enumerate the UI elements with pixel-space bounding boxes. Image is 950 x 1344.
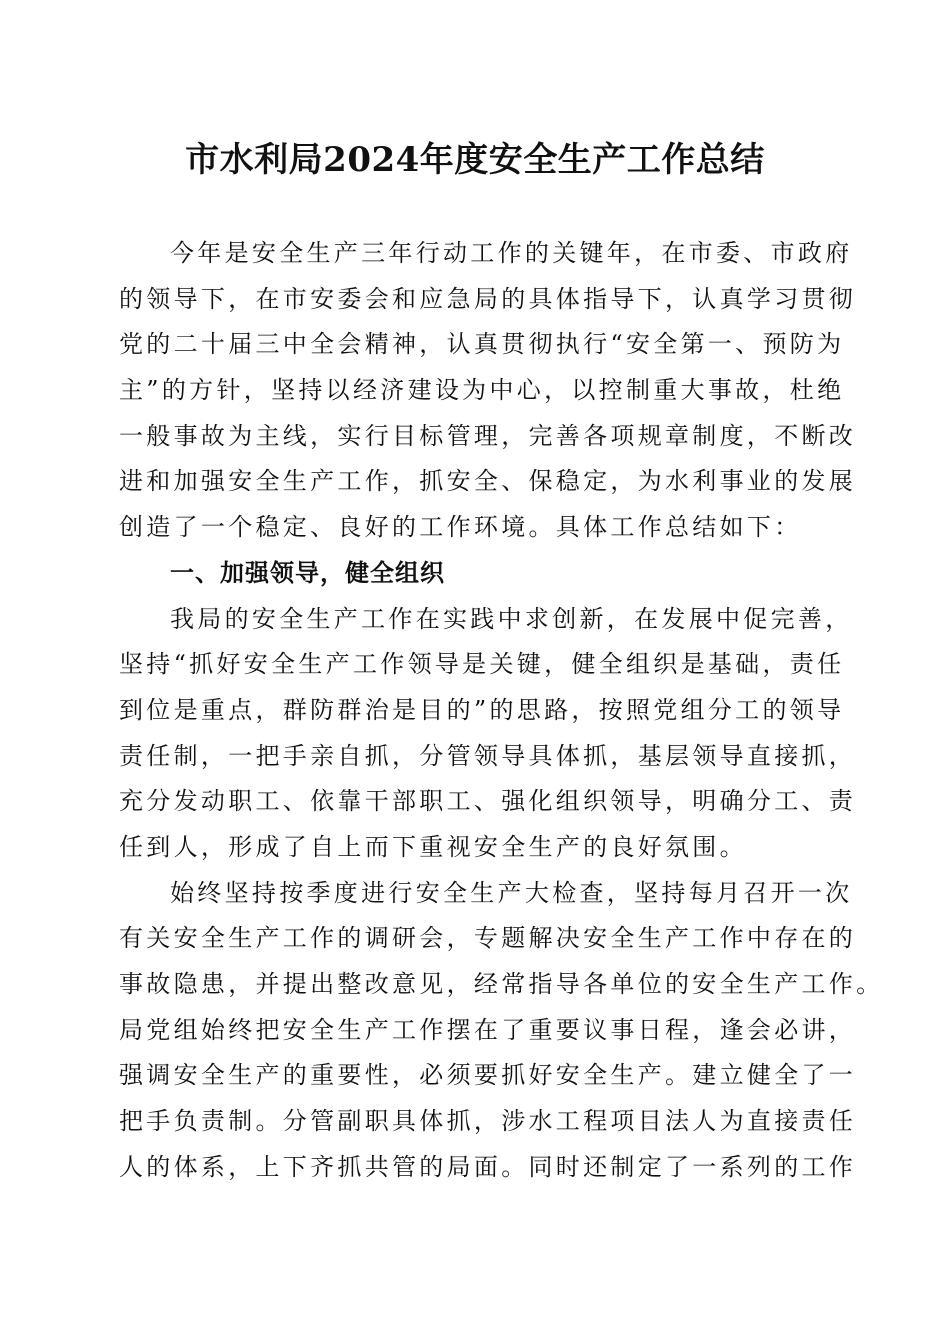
body-line: 强调安全生产的重要性，必须要抓好安全生产。建立健全了一 [119,1061,857,1090]
body-line: 任到人，形成了自上而下重视安全生产的良好氛围。 [119,832,747,861]
body-line: 党的二十届三中全会精神，认真贯彻执行“安全第一、预防为 [119,330,845,359]
document-body [119,234,884,1193]
body-line: 今年是安全生产三年行动工作的关键年，在市委、市政府 [170,239,853,267]
body-line: 坚持“抓好安全生产工作领导是关键，健全组织是基础，责任 [119,650,845,679]
body-line: 局党组始终把安全生产工作摆在了重要议事日程，逢会必讲， [119,1015,857,1044]
body-line: 的领导下，在市安委会和应急局的具体指导下，认真学习贯彻 [119,284,857,313]
body-line: 主”的方针，坚持以经济建设为中心，以控制重大事故，杜绝 [119,376,845,405]
body-line: 人的体系，上下齐抓共管的局面。同时还制定了一系列的工作 [119,1152,857,1181]
body-line: 到位是重点，群防群治是目的”的思路，按照党组分工的领导 [119,695,845,724]
body-line: 一般事故为主线，实行目标管理，完善各项规章制度，不断改 [119,421,857,450]
body-line: 责任制，一把手亲自抓，分管领导具体抓，基层领导直接抓， [119,741,857,770]
section-heading: 一、加强领导，健全组织 [170,558,445,587]
document-title: 市水利局2024年度安全生产工作总结 [185,140,765,180]
body-line: 进和加强安全生产工作，抓安全、保稳定，为水利事业的发展 [119,467,857,496]
body-line: 有关安全生产工作的调研会，专题解决安全生产工作中存在的 [119,924,857,953]
body-line: 我局的安全生产工作在实践中求创新，在发展中促完善， [170,604,853,633]
body-line: 充分发动职工、依靠干部职工、强化组织领导，明确分工、责 [119,787,857,816]
body-line: 始终坚持按季度进行安全生产大检查，坚持每月召开一次 [170,878,853,907]
body-line: 把手负责制。分管副职具体抓，涉水工程项目法人为直接责任 [119,1107,857,1136]
body-line: 事故隐患，并提出整改意见，经常指导各单位的安全生产工作。 [119,970,884,998]
body-line: 创造了一个稳定、良好的工作环境。具体工作总结如下： [119,513,802,542]
